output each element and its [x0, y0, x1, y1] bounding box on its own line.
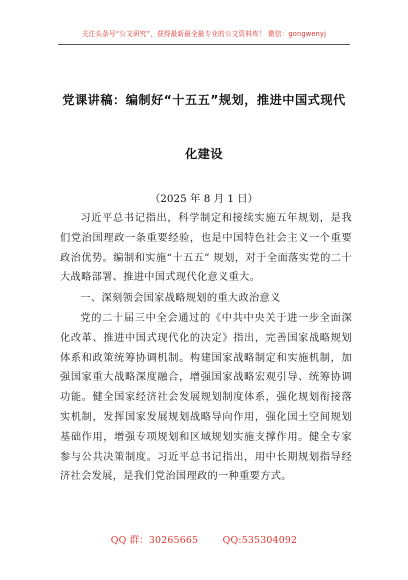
section-heading: 一、深刻领会国家战略规划的重大政治意义 [80, 293, 281, 304]
header-divider [58, 44, 350, 45]
qq-group-number: QQ 群：30265665 [110, 535, 199, 546]
body-paragraph: 党的二十届三中全会通过的《中共中央关于进一步全面深化改革、推进中国式现代化的决定》指出，完善国家战略规划体系和政策统筹协调机制。构建国家战略制定和实施机制，加强国家重大战略深度融合，增强国家战略宏观引导、统筹协调功能。健全国家经济社会发展规划制度体系，强化规划衔接落实机制，发挥国家发展规划战略导向作用，强化国土空间规划基础作用，增强专项规划和区域规划实施支撑作用。健全专家参与公共决策制度。习近平总书记指出，用中长期规划指导经济社会发展，是我们党治国理政的一种重要方式。 [60, 313, 352, 483]
intro-paragraph: 习近平总书记指出，科学制定和接续实施五年规划，是我们党治国理政一条重要经验，也是中国特色社会主义一个重要政治优势。编制和实施“十五五” 规划，对于全面落实党的二十大战略部署、推进中国式现代化意义重大。 [60, 213, 352, 284]
document-title-line-1: 党课讲稿：编制好“十五五”规划，推进中国式现代 [62, 93, 346, 107]
promo-banner: 关注头条号“公文研究”，获得最新最全最专业的公文资料库！ 微信：gongwenyj [81, 30, 327, 38]
qq-contact-number: QQ:535304092 [222, 535, 298, 546]
document-date: （2025 年 8 月 1 日） [149, 193, 259, 205]
document-title-line-2: 化建设 [184, 147, 224, 161]
body-paragraph-block [60, 309, 352, 487]
intro-paragraph-block [60, 209, 352, 288]
footer-contact [0, 532, 408, 546]
